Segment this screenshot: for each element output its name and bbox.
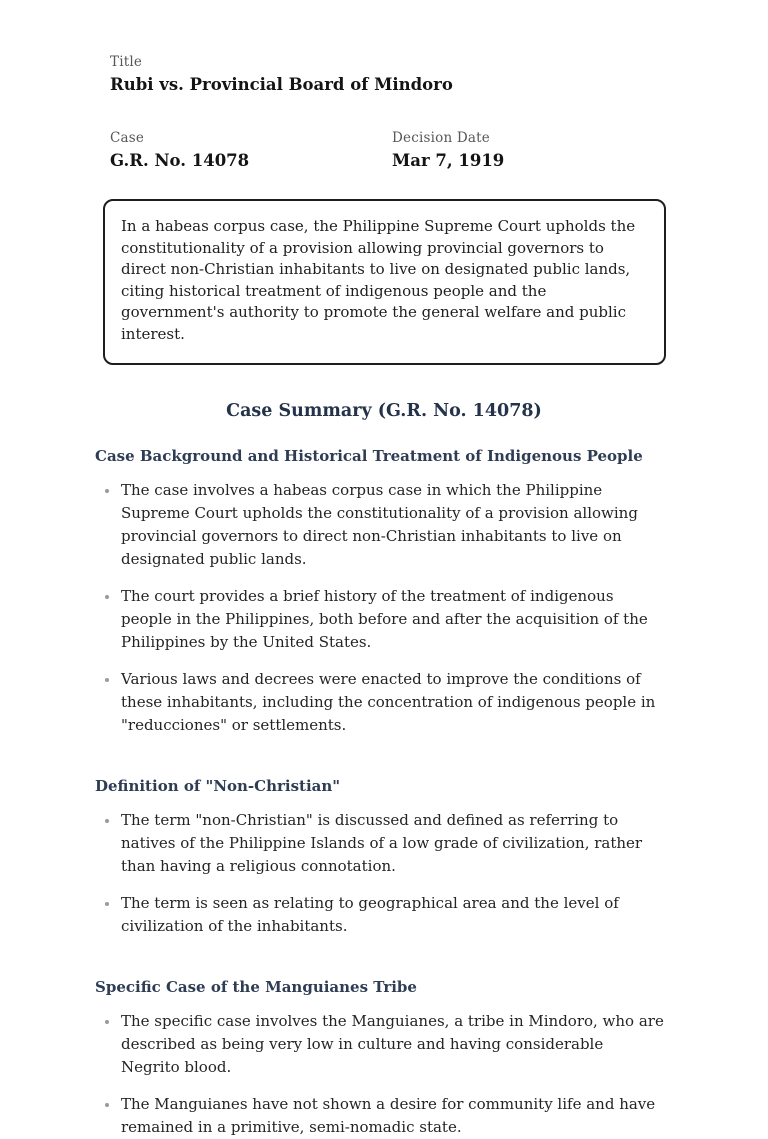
bullet-icon (105, 489, 109, 493)
list-item-text: The court provides a brief history of the treatment of indigenous people in the Philippines, both before and after the acquisition of the Philippines by the United States. (121, 587, 648, 651)
list-item (95, 585, 667, 654)
case-field (110, 130, 392, 170)
document-header (0, 0, 768, 170)
bullet-icon (105, 1103, 109, 1107)
list-item (95, 1093, 667, 1139)
list-item-text: Various laws and decrees were enacted to improve the conditions of these inhabitants, including the concentration of indigenous people in "reducciones" or settlements. (121, 670, 656, 734)
bullet-icon (105, 1020, 109, 1024)
list-item-text: The Manguianes have not shown a desire for community life and have remained in a primitive, semi-nomadic state. (121, 1095, 656, 1136)
list-item (95, 809, 667, 878)
bullet-icon (105, 595, 109, 599)
decision-date-field (392, 130, 504, 170)
section-heading-definition-non-christian: Definition of "Non-Christian" (95, 777, 341, 795)
list-item (95, 892, 667, 938)
page-title: Case Summary (G.R. No. 14078) (226, 401, 542, 421)
decision-date-label: Decision Date (392, 130, 490, 146)
case-label: Case (110, 130, 145, 146)
list-item (95, 479, 667, 571)
list-item-text: The term is seen as relating to geographical area and the level of civilization of the inhabitants. (121, 894, 619, 935)
title-label: Title (110, 54, 143, 70)
summary-sections (95, 447, 667, 1139)
list-item-text: The term "non-Christian" is discussed and defined as referring to natives of the Philippine Islands of a low grade of civilization, rather than having a religious connotation. (121, 811, 643, 875)
list-item (95, 1010, 667, 1079)
bullet-icon (105, 819, 109, 823)
bullet-icon (105, 902, 109, 906)
section-heading-case-background: Case Background and Historical Treatment of Indigenous People (95, 447, 643, 465)
meta-row (110, 130, 768, 170)
section-heading-manguianes-tribe: Specific Case of the Manguianes Tribe (95, 978, 417, 996)
bullet-icon (105, 678, 109, 682)
decision-date-value: Mar 7, 1919 (392, 151, 505, 170)
document-title: Rubi vs. Provincial Board of Mindoro (110, 75, 453, 94)
case-number: G.R. No. 14078 (110, 151, 250, 170)
list-item-text: The case involves a habeas corpus case in which the Philippine Supreme Court upholds the constitutionality of a provision allowing provincial governors to direct non-Christian inhabitants to live on designated public lands. (121, 481, 638, 568)
list-item-text: The specific case involves the Manguianes, a tribe in Mindoro, who are described as being very low in culture and having considerable Negrito blood. (121, 1012, 664, 1076)
list-item (95, 668, 667, 737)
case-summary-callout-box (103, 199, 666, 365)
case-summary-callout-text: In a habeas corpus case, the Philippine Supreme Court upholds the constitutionality of a provision allowing provincial governors to direct non-Christian inhabitants to live on designated public lands, citing historical treatment of indigenous people and the government's authority to promote the general welfare and public interest. (121, 217, 636, 343)
